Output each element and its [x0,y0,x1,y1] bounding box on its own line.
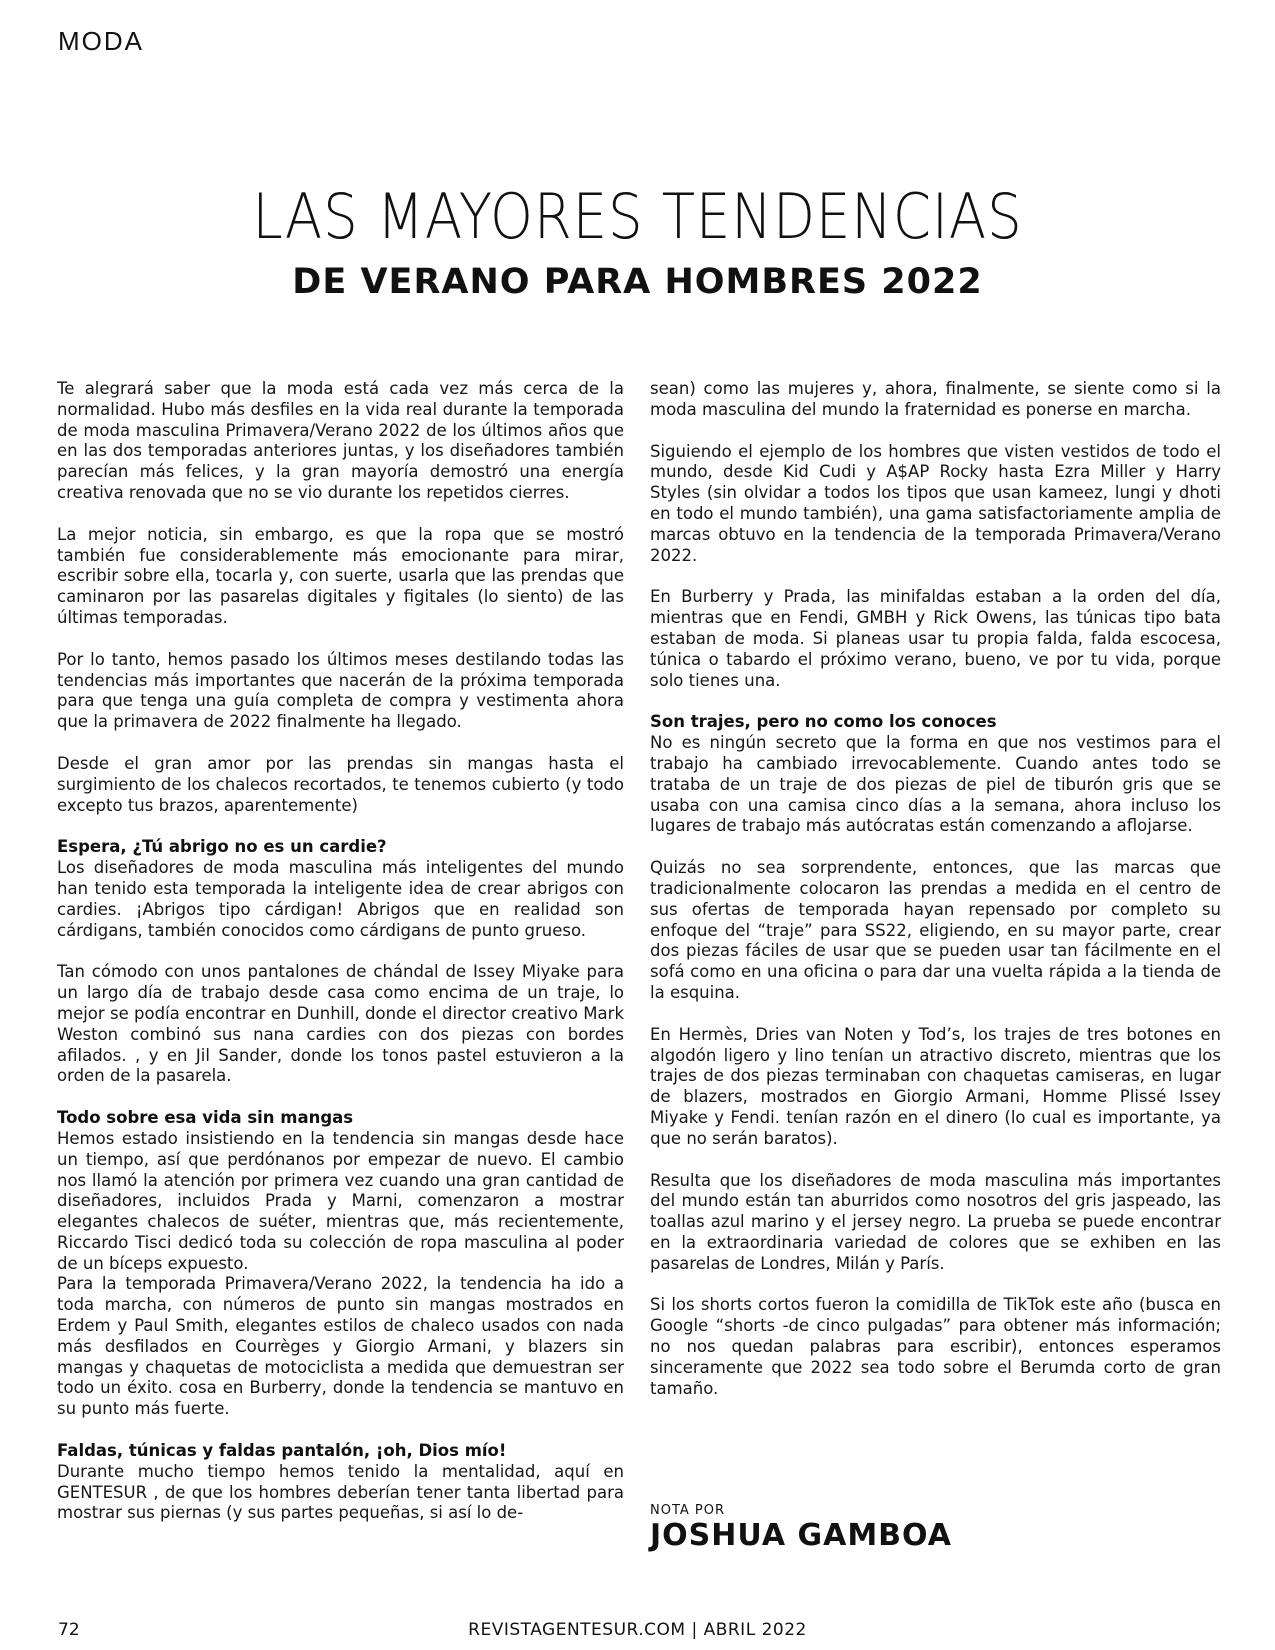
paragraph: Hemos estado insistiendo en la tendencia sin mangas desde hace un tiempo, así que perdónanos por empezar de nuevo. El cambio nos llamó la atención por primera vez cuando una gran cantidad de diseñadores, incluidos Prada y Marni, comenzaron a mostrar elegantes chalecos de suéter, mientras que, más recientemente, Riccardo Tisci dedicó toda su colección de ropa masculina al poder de un bíceps expuesto. [57,1128,624,1273]
article-subtitle: DE VERANO PARA HOMBRES 2022 [292,262,983,302]
paragraph: Si los shorts cortos fueron la comidilla de TikTok este año (busca en Google “shorts -de cinco pulgadas” para obtener más información; no nos quedan palabras para escribir), entonces esperamos sinceramente que 2022 sea todo sobre el Berumda corto de gran tamaño. [650,1295,1221,1398]
section-heading: Espera, ¿Tú abrigo no es un cardie? [57,837,387,857]
paragraph: Siguiendo el ejemplo de los hombres que visten vestidos de todo el mundo, desde Kid Cudi y A$AP Rocky hasta Ezra Miller y Harry Styles (sin olvidar a todos los tipos que usan kameez, lungi y dhoti en todo el mundo también), una gama satisfactoriamente amplia de marcas obtuvo en la tendencia de la temporada Primavera/Verano 2022. [650,441,1221,565]
paragraph: Los diseñadores de moda masculina más inteligentes del mundo han tenido esta temporada la inteligente idea de crear abrigos con cardies. ¡Abrigos tipo cárdigan! Abrigos que en realidad son cárdigans, también conocidos como cárdigans de punto grueso. [57,858,624,940]
page-number: 72 [58,1620,80,1640]
byline-author: JOSHUA GAMBOA [650,1518,952,1553]
paragraph: En Hermès, Dries van Noten y Tod’s, los trajes de tres botones en algodón ligero y lino tenían un atractivo discreto, mientras que los trajes de dos piezas terminaban con chaquetas camiseras, en lugar de blazers, mostrados en Giorgio Armani, Homme Plissé Issey Miyake y Fendi. tenían razón en el dinero (lo cual es importante, ya que no serán baratos). [650,1024,1221,1148]
section-heading: Faldas, túnicas y faldas pantalón, ¡oh, Dios mío! [57,1441,507,1461]
section-heading: Son trajes, pero no como los conoces [650,712,997,732]
paragraph: Quizás no sea sorprendente, entonces, que las marcas que tradicionalmente colocaron las prendas a medida en el centro de sus ofertas de temporada hayan repensado por completo su enfoque del “traje” para SS22, eligiendo, en su mayor parte, crear dos piezas fáciles de usar que se pueden usar tan fácilmente en el sofá como en una oficina o para dar una vuelta rápida a la tienda de la esquina. [650,858,1221,1002]
paragraph: En Burberry y Prada, las minifaldas estaban a la orden del día, mientras que en Fendi, GMBH y Rick Owens, las túnicas tipo bata estaban de moda. Si planeas usar tu propia falda, falda escocesa, túnica o tabardo el próximo verano, bueno, ve por tu vida, porque solo tienes una. [650,587,1221,690]
byline-label: NOTA POR [650,1503,726,1518]
paragraph: Tan cómodo con unos pantalones de chándal de Issey Miyake para un largo día de trabajo desde casa como encima de un traje, lo mejor se podía encontrar en Dunhill, donde el director creativo Mark Weston combinó sus nana cardies con dos piezas con bordes afilados. , y en Jil Sander, donde los tonos pastel estuvieron a la orden de la pasarela. [57,962,624,1086]
paragraph: Para la temporada Primavera/Verano 2022, la tendencia ha ido a toda marcha, con números de punto sin mangas mostrados en Erdem y Paul Smith, elegantes estilos de chaleco usados con nada más desfilados en Courrèges y Giorgio Armani, y blazers sin mangas y chaquetas de motociclista a medida que demuestran ser todo un éxito. cosa en Burberry, donde la tendencia se mantuvo en su punto más fuerte. [57,1274,624,1419]
paragraph: sean) como las mujeres y, ahora, finalmente, se siente como si la moda masculina del mundo la fraternidad es ponerse en marcha. [650,379,1221,419]
section-heading: Todo sobre esa vida sin mangas [57,1108,354,1128]
footer-publication: REVISTAGENTESUR.COM | ABRIL 2022 [468,1620,807,1640]
paragraph: Desde el gran amor por las prendas sin mangas hasta el surgimiento de los chalecos recortados, te tenemos cubierto (y todo excepto tus brazos, aparentemente) [57,753,624,815]
paragraph: La mejor noticia, sin embargo, es que la ropa que se mostró también fue considerablemente más emocionante para mirar, escribir sobre ella, tocarla y, con suerte, usarla que las prendas que caminaron por las pasarelas digitales y figitales (lo siento) de las últimas temporadas. [57,524,624,627]
right-column [650,379,1221,1420]
paragraph: Resulta que los diseñadores de moda masculina más importantes del mundo están tan aburridos como nosotros del gris jaspeado, las toallas azul marino y el jersey negro. La prueba se puede encontrar en la extraordinaria variedad de colores que se exhiben en las pasarelas de Londres, Milán y París. [650,1170,1221,1273]
paragraph: Te alegrará saber que la moda está cada vez más cerca de la normalidad. Hubo más desfiles en la vida real durante la temporada de moda masculina Primavera/Verano 2022 de los últimos años que en las dos temporadas anteriores juntas, y los diseñadores también parecían más felices, y la gran mayoría demostró una energía creativa renovada que no se vio durante los repetidos cierres. [57,379,624,502]
section-label: MODA [58,26,144,56]
article-title: LAS MAYORES TENDENCIAS [252,180,1023,253]
left-column [57,379,624,1545]
paragraph: No es ningún secreto que la forma en que nos vestimos para el trabajo ha cambiado irrevocablemente. Cuando antes todo se trataba de un traje de dos piezas de piel de tiburón gris que se usaba con una camisa cinco días a la semana, ahora incluso los lugares de trabajo más autócratas están comenzando a aflojarse. [650,733,1221,836]
paragraph: Por lo tanto, hemos pasado los últimos meses destilando todas las tendencias más importantes que nacerán de la próxima temporada para que tenga una guía completa de compra y vestimenta ahora que la primavera de 2022 finalmente ha llegado. [57,649,624,732]
paragraph: Durante mucho tiempo hemos tenido la mentalidad, aquí en GENTESUR , de que los hombres deberían tener tanta libertad para mostrar sus piernas (y sus partes pequeñas, si así lo de- [57,1461,624,1523]
